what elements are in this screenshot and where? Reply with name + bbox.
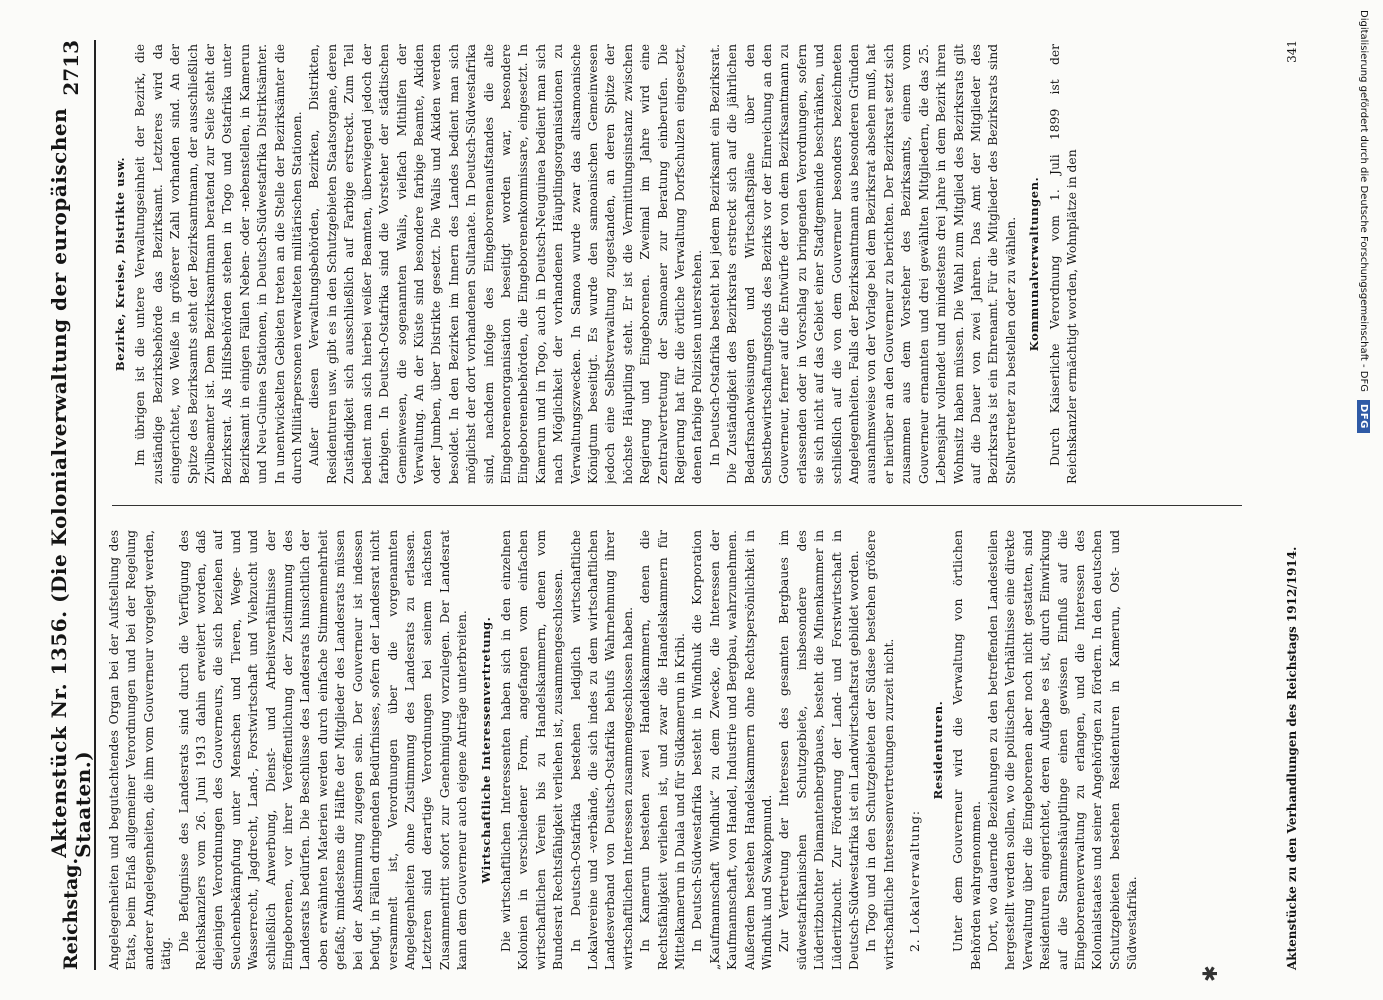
- paragraph: Die Befugnisse des Landesrats sind durch die Verfügung des Reichskanzlers vom 26. Juni 1913 dahin erweitert worden, daß diejenigen Verordnungen des Gouverneurs, die sich beziehen auf Seuchenbekämpfung unter Menschen und Tieren, Wege- und Wasserrecht, Jagdrecht, Land-, Forstwirtschaft und Viehzucht und schließlich Anwerbung, Dienst- und Arbeitsverhältnisse der Eingeborenen, vor ihrer Veröffentlichung der Zustimmung des Landesrats bedürfen. Die Beschlüsse des Landesrats hinsichtlich der oben erwähnten Materien werden durch einfache Stimmenmehrheit gefaßt; mindestens die Hälfte der Mitglieder des Landesrats müssen bei der Abstimmung zugegen sein. Der Gouverneur ist indessen befugt, in Fällen dringenden Bedürfnisses, sofern der Landesrat nicht versammelt ist, Verordnungen über die vorgenannten Angelegenheiten ohne Zustimmung des Landesrats zu erlassen. Letzteren sind derartige Verordnungen bei seinem nächsten Zusammentritt sofort zur Genehmigung vorzulegen. Der Landesrat kann dem Gouverneur auch eigene Anträge unterbreiten.: [176, 530, 470, 970]
- paragraph: Durch Kaiserliche Verordnung vom 1. Juli 1899 ist der Reichskanzler ermächtigt worden, Wohnplätze in den: [1047, 44, 1079, 484]
- ink-mark-icon: ✱: [1198, 965, 1222, 982]
- paragraph: In Deutsch-Ostafrika besteht bei jedem Bezirksamt ein Bezirksrat. Die Zuständigkeit des Bezirksrats erstreckt sich auf die jährlichen Bedarfsnachweisungen und Wirtschaftspläne über den Selbstbewirtschaftungsfonds des Bezirks vor der Einreichung an den Gouverneur, ferner auf die Entwürfe der von dem Bezirksamtmann zu erlassenden oder in Vorschlag zu bringenden Verordnungen, sofern sie sich nicht auf das Gebiet einer Stadtgemeinde beschränken, und schließlich auf die von dem Gouverneur besonders bezeichneten Angelegenheiten. Falls der Bezirksamtmann aus besonderen Gründen ausnahmsweise von der Vorlage bei dem Bezirksrat absehen muß, hat er hierüber an den Gouverneur zu berichten. Der Bezirksrat setzt sich zusammen aus dem Vorsteher des Bezirksamts, einem vom Gouverneur ernannten und drei gewählten Mitgliedern, die das 25. Lebensjahr vollendet und mindestens drei Jahre in dem Bezirk ihren Wohnsitz haben müssen. Die Wahl zum Mitglied des Bezirksrats gilt auf die Dauer von zwei Jahren. Das Amt der Mitglieder des Bezirksrats ist ein Ehrenamt. Für die Mitglieder des Bezirksrats sind Stellvertreter zu bestellen oder zu wählen.: [707, 44, 1018, 484]
- column-divider: [112, 505, 1242, 506]
- footer-sheet-number: 341: [1285, 40, 1299, 63]
- paragraph: Unter dem Gouverneur wird die Verwaltung von örtlichen Behörden wahrgenommen.: [951, 530, 983, 970]
- subsection-heading: Residenturen.: [930, 700, 945, 800]
- page-number: 2713: [59, 40, 83, 96]
- dfg-logo: DFG: [1358, 400, 1371, 433]
- paragraph: Die wirtschaftlichen Interessenten haben sich in den einzelnen Kolonien in verschiedener Form, angefangen vom einfachen wirtschaftlichen Verein bis zu Handelskammern, denen vom Bundesrat Rechtsfähigkeit verliehen ist, zusammengeschlossen.: [498, 530, 566, 970]
- section-heading: Bezirke, Kreise, Distrikte usw.: [113, 156, 127, 372]
- header-left: Reichstag.: [60, 857, 82, 970]
- paragraph: In Deutsch-Südwestafrika besteht in Windhuk die Korporation „Kaufmannschaft Windhuk“ zu dem Zwecke, die Interessen der Kaufmannschaft, von Handel, Industrie und Bergbau, wahrzunehmen. Außerdem bestehen Handelskammern ohne Rechtspersönlichkeit in Windhuk und Swakopmund.: [690, 530, 775, 970]
- section-heading: Wirtschaftliche Interessenvertretung.: [478, 616, 493, 884]
- paragraph: Dort, wo dauernde Beziehungen zu den betreffenden Landesteilen hergestellt werden sollen, wo die politischen Verhältnisse eine direkte Verwaltung über die Eingeborenen aber noch nicht gestatten, sind Residenturen eingerichtet, deren Aufgabe es ist, durch Einwirkung auf die Stammeshäuptlinge einen gewissen Einfluß auf die Eingeborenenverwaltung zu erlangen, und die Interessen des Kolonialstaates und seiner Angehörigen zu fördern. In den deutschen Schutzgebieten bestehen Residenturen in Kamerun, Ost- und Südwestafrika.: [985, 530, 1140, 970]
- footer-source: Aktenstücke zu den Verhandlungen des Reichstags 1912/1914.: [1285, 546, 1299, 970]
- document-sheet: [48, 0, 1338, 1000]
- left-column: [106, 530, 1256, 970]
- page-footer: [1280, 40, 1304, 970]
- page-header: [48, 40, 96, 970]
- text-columns: [106, 40, 1266, 970]
- section-heading: 2. Lokalverwaltung:: [907, 810, 923, 952]
- paragraph: Im übrigen ist die untere Verwaltungseinheit der Bezirk, die zuständige Bezirksbehörde das Bezirksamt. Letzteres wird da eingerichtet, wo Weiße in größerer Zahl vorhanden sind. An der Spitze des Bezirksamts steht der Bezirksamtmann, der ausschließlich Zivilbeamter ist. Dem Bezirksamtmann beratend zur Seite steht der Bezirksrat. Als Hilfsbehörden stehen in Togo und Ostafrika unter Bezirksamt in einigen Fällen Neben- oder -nebenstellen, in Kamerun und Neu-Guinea Stationen, in Deutsch-Südwestafrika Distriktsämter. In unentwickelten Gebieten treten an die Stelle der Bezirksämter die durch Militärpersonen verwalteten militärischen Stationen.: [133, 44, 305, 484]
- paragraph: Angelegenheiten und begutachtendes Organ bei der Aufstellung des Etats, beim Erlaß allgemeiner Verordnungen und bei der Regelung anderer Angelegenheiten, die ihm vom Gouverneur vorgelegt werden, tätig.: [107, 530, 174, 970]
- credit-text: Digitalisierung gefördert durch die Deutsche Forschungsgemeinschaft - DFG: [1358, 10, 1370, 393]
- paragraph: In Kamerun bestehen zwei Handelskammern, denen die Rechtsfähigkeit verliehen ist, und zwar die Handelskammern für Mittelkamerun in Duala und für Südkamerun in Kribi.: [638, 530, 687, 970]
- paragraph: In Togo und in den Schutzgebieten der Südsee bestehen größere wirtschaftliche Interessenvertretungen zurzeit nicht.: [864, 530, 896, 970]
- paragraph: In Deutsch-Ostafrika bestehen lediglich wirtschaftliche Lokalvereine und -verbände, die sich indes zu dem wirtschaftlichen Landesverband von Deutsch-Ostafrika behufs Wahrnehmung ihrer wirtschaftlichen Interessen zusammengeschlossen haben.: [568, 530, 635, 970]
- paragraph: Zur Vertretung der Interessen des gesamten Bergbaues im südwestafrikanischen Schutzgebiete, insbesondere des Lüderitzbuchter Diamantenbergbaues, besteht die Minenkammer in Lüderitzbucht. Zur Förderung der Land- und Forstwirtschaft in Deutsch-Südwestafrika ist ein Landwirtschaftsrat gebildet worden.: [777, 530, 862, 970]
- digitization-credit: [1353, 0, 1375, 1000]
- right-column: [106, 44, 1256, 484]
- section-heading: Kommunalverwaltungen.: [1027, 176, 1042, 352]
- header-title: Aktenstück Nr. 1356. (Die Kolonialverwaltung der europäischen Staaten.): [47, 107, 95, 858]
- paragraph: Außer diesen Verwaltungsbehörden, Bezirken, Distrikten, Residenturen usw. gibt es in den Schutzgebieten Staatsorgane, deren Zuständigkeit sich ausschließlich auf Farbige erstreckt. Zum Teil bedient man sich hierbei weißer Beamten, überwiegend jedoch der farbigen. In Deutsch-Ostafrika sind die Vorsteher der städtischen Gemeinwesen, die sogenannten Walis, vielfach Mithilfen der Verwaltung. An der Küste sind besondere farbige Beamte, Akiden oder Jumben, über Distrikte gesetzt. Die Walis und Akiden werden besoldet. In den Bezirken im Innern des Landes bedient man sich möglichst der dort vorhandenen Sultanate. In Deutsch-Südwestafrika sind, nachdem infolge des Eingeborenenaufstandes die alte Eingeborenenorganisation beseitigt worden war, besondere Eingeborenenbehörden, die Eingeborenenkommissare, eingesetzt. In Kamerun und in Togo, auch in Deutsch-Neuguinea bedient man sich nach Möglichkeit der vorhandenen Häuptlingsorganisationen zu Verwaltungszwecken. In Samoa wurde zwar das altsamoanische Königtum beseitigt. Es wurde den samoanischen Gemeinwesen jedoch eine Selbstverwaltung zugestanden, an deren Spitze der höchste Häuptling steht. Er ist die Vermittlungsinstanz zwischen Regierung und Eingeborenen. Zweimal im Jahre wird eine Zentralvertretung der Samoaner zur Beratung einberufen. Die Regierung hat für die örtliche Verwaltung Dorfschulzen eingesetzt, denen farbige Polizisten unterstehen.: [307, 44, 705, 484]
